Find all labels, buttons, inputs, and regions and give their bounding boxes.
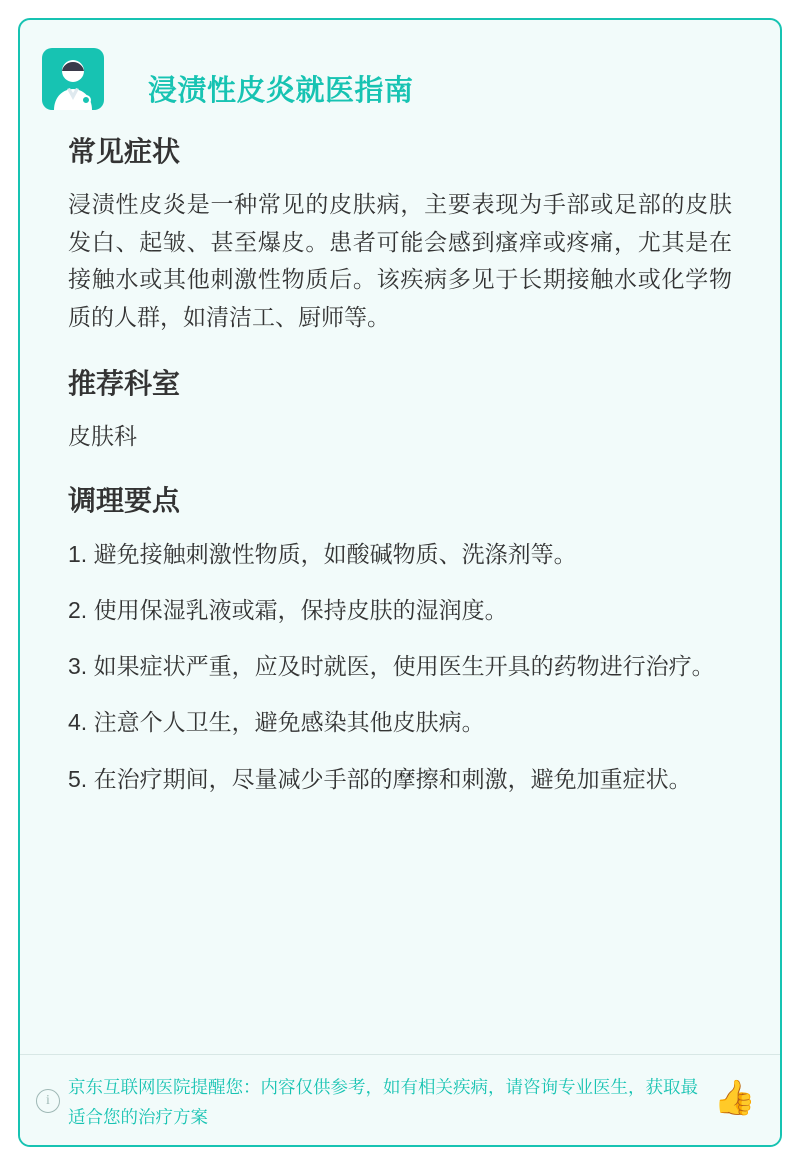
section-heading-symptoms: 常见症状 — [68, 136, 181, 167]
card-footer — [20, 1054, 780, 1145]
list-item: 5. 在治疗期间，尽量减少手部的摩擦和刺激，避免加重症状。 — [68, 765, 692, 792]
section-text-department: 皮肤科 — [68, 422, 137, 449]
list-item: 3. 如果症状严重，应及时就医，使用医生开具的药物进行治疗。 — [68, 653, 715, 680]
section-text-symptoms: 浸渍性皮炎是一种常见的皮肤病，主要表现为手部或足部的皮肤发白、起皱、甚至爆皮。患者可能会感到瘙痒或疼痛，尤其是在接触水或其他刺激性物质后。该疾病多见于长期接触水或化学物质的人群，如清洁工、厨师等。 — [68, 191, 732, 330]
list-item: 2. 使用保湿乳液或霜，保持皮肤的湿润度。 — [68, 596, 508, 623]
page-title: 浸渍性皮炎就医指南 — [148, 75, 414, 107]
doctor-avatar-icon — [42, 48, 104, 110]
thumbs-up-icon[interactable]: 👍 — [713, 1079, 756, 1117]
card-header — [20, 20, 780, 112]
list-item: 4. 注意个人卫生，避免感染其他皮肤病。 — [68, 709, 485, 736]
section-heading-department: 推荐科室 — [68, 368, 181, 400]
list-item: 1. 避免接触刺激性物质，如酸碱物质、洗涤剂等。 — [68, 540, 577, 567]
tips-list — [68, 536, 732, 798]
card-body — [20, 134, 780, 798]
disclaimer-text: 京东互联网医院提醒您：内容仅供参考，如有相关疾病，请咨询专业医生，获取最适合您的治疗方案 — [68, 1077, 698, 1127]
guide-card — [18, 18, 782, 1147]
section-heading-tips: 调理要点 — [68, 485, 181, 517]
info-icon: i — [36, 1089, 60, 1113]
